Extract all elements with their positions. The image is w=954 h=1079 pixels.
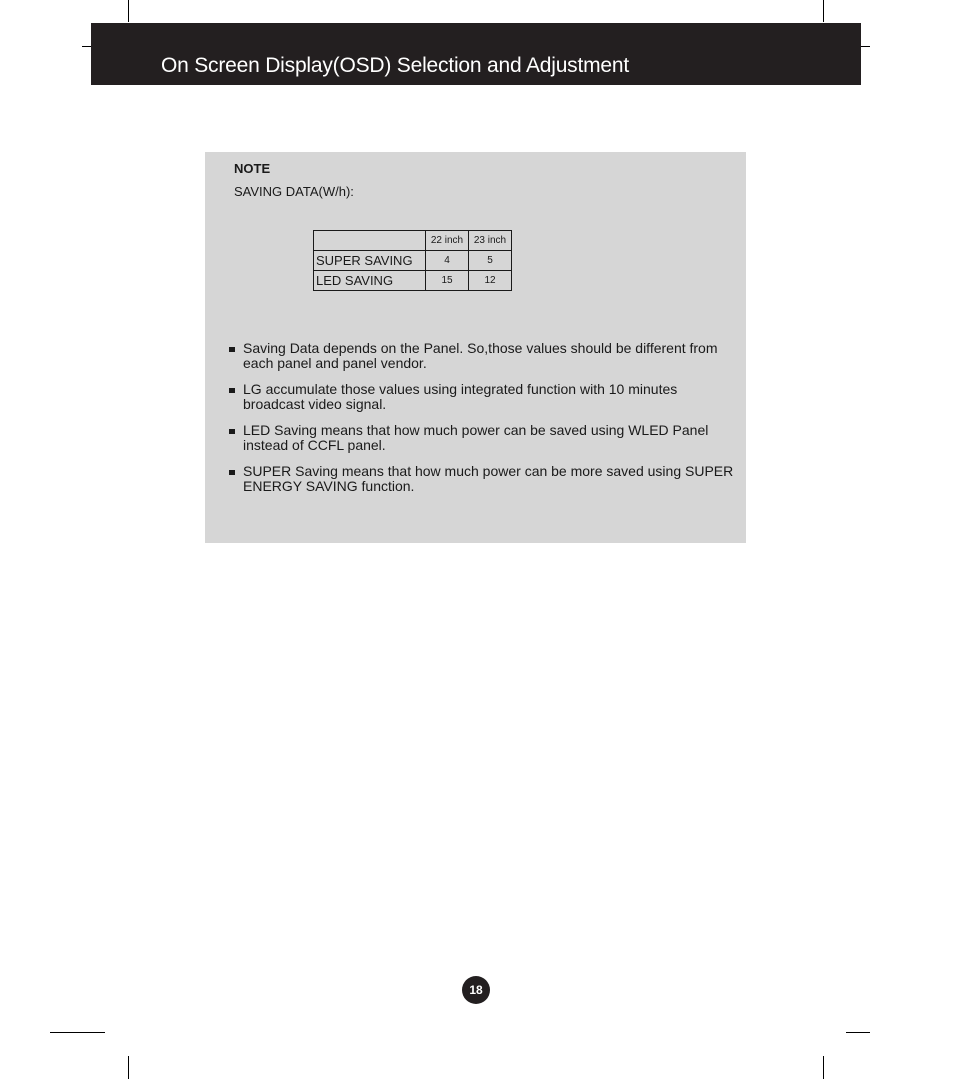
note-bullet-list bbox=[229, 341, 734, 505]
crop-mark bbox=[823, 1056, 824, 1079]
note-box bbox=[205, 152, 746, 543]
bullet-text: LED Saving means that how much power can be saved using WLED Panel instead of CCFL panel. bbox=[243, 422, 709, 453]
column-header: 23 inch bbox=[469, 231, 512, 251]
crop-mark bbox=[50, 1032, 105, 1033]
bullet-text: SUPER Saving means that how much power can be more saved using SUPER ENERGY SAVING function. bbox=[243, 463, 734, 494]
crop-mark bbox=[860, 46, 870, 47]
crop-mark bbox=[823, 0, 824, 22]
table-cell: 5 bbox=[469, 251, 512, 271]
table-header-row bbox=[314, 231, 512, 251]
table-cell: 12 bbox=[469, 271, 512, 291]
note-subtitle: SAVING DATA(W/h): bbox=[234, 184, 354, 199]
crop-mark bbox=[128, 0, 129, 22]
row-label: SUPER SAVING bbox=[314, 251, 426, 271]
table-row bbox=[314, 251, 512, 271]
row-label: LED SAVING bbox=[314, 271, 426, 291]
page-title: On Screen Display(OSD) Selection and Adjustment bbox=[161, 54, 629, 77]
table-cell: 4 bbox=[426, 251, 469, 271]
list-item bbox=[229, 382, 734, 412]
square-bullet-icon bbox=[229, 429, 235, 434]
table-row bbox=[314, 271, 512, 291]
bullet-text: Saving Data depends on the Panel. So,those values should be different from each panel and panel vendor. bbox=[243, 340, 718, 371]
saving-data-table bbox=[313, 230, 512, 291]
page-number: 18 bbox=[462, 976, 490, 1004]
column-header: 22 inch bbox=[426, 231, 469, 251]
crop-mark bbox=[846, 1032, 870, 1033]
list-item bbox=[229, 423, 734, 453]
square-bullet-icon bbox=[229, 347, 235, 352]
crop-mark bbox=[128, 1056, 129, 1079]
table-corner-cell bbox=[314, 231, 426, 251]
square-bullet-icon bbox=[229, 388, 235, 393]
list-item bbox=[229, 464, 734, 494]
header-bar bbox=[91, 23, 861, 85]
table-cell: 15 bbox=[426, 271, 469, 291]
bullet-text: LG accumulate those values using integrated function with 10 minutes broadcast video signal. bbox=[243, 381, 678, 412]
square-bullet-icon bbox=[229, 470, 235, 475]
note-title: NOTE bbox=[234, 161, 271, 176]
list-item bbox=[229, 341, 734, 371]
